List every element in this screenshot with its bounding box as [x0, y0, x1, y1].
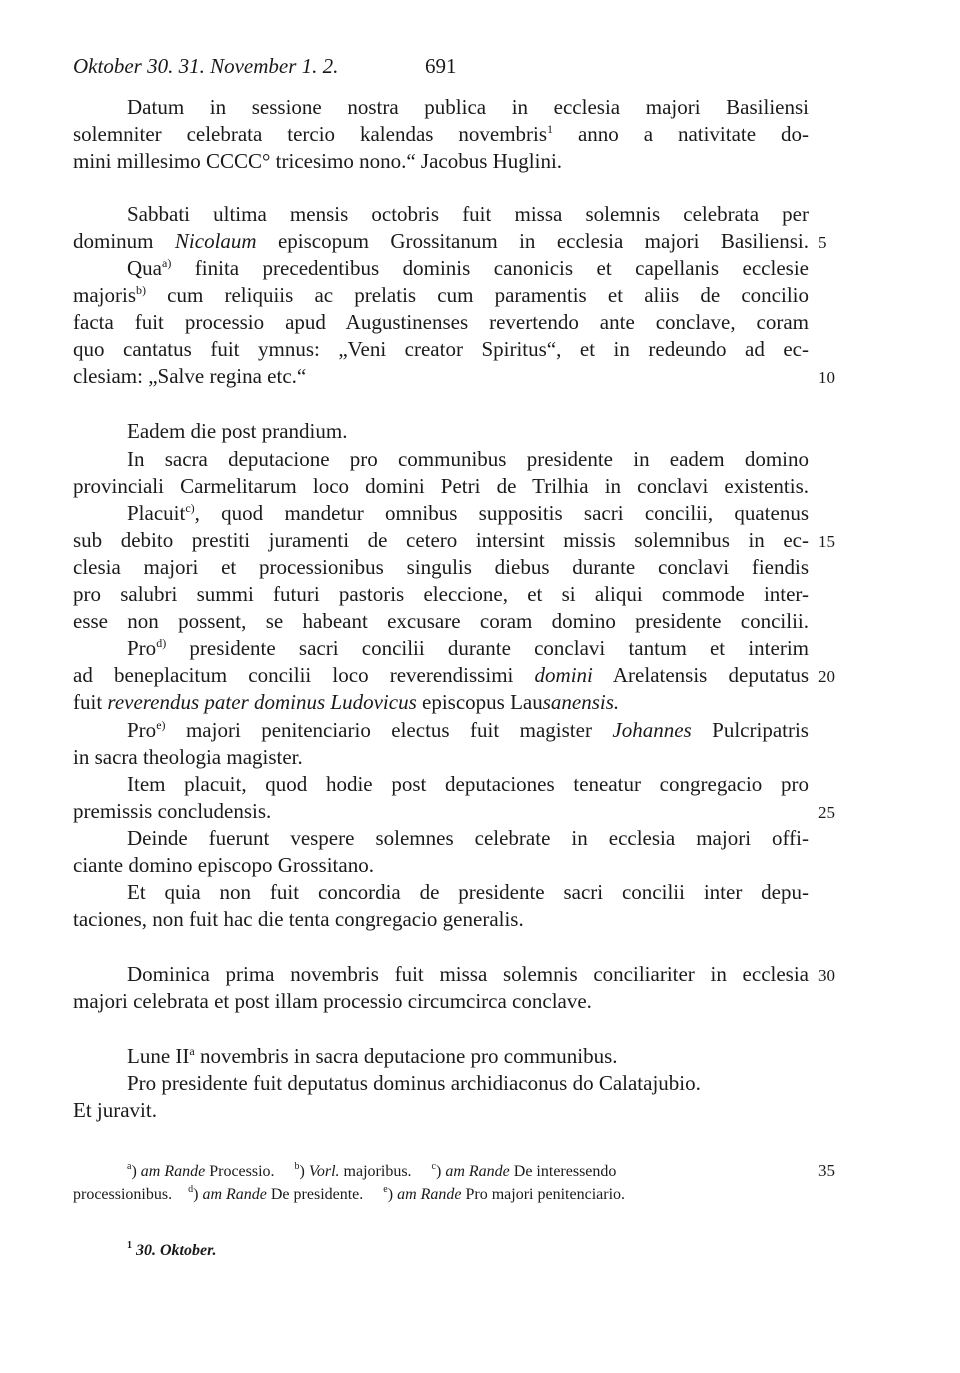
- text-line: dominum Nicolaum episcopum Grossitanum in ecclesia majori Basiliensi.: [73, 229, 809, 253]
- text-line: Et quia non fuit concordia de presidente sacri concilii inter depu-: [127, 880, 809, 904]
- text-line: Et juravit.: [73, 1098, 157, 1122]
- text-line: Dominica prima novembris fuit missa solemnis conciliariter in ecclesia: [127, 962, 809, 986]
- footnote-ref: b): [136, 283, 146, 297]
- footnote-ref: e): [156, 718, 166, 732]
- text-line: mini millesimo CCCC° tricesimo nono.“ Jacobus Huglini.: [73, 149, 563, 173]
- footnote-ref: d): [156, 636, 167, 650]
- text-line: ciante domino episcopo Grossitano.: [73, 853, 374, 877]
- text-line: clesiam: „Salve regina etc.“: [73, 364, 307, 388]
- footnote-mark: 1: [127, 1240, 132, 1251]
- text-line: in sacra theologia magister.: [73, 745, 303, 769]
- text-line: Pro$^{d)}$ presidente sacri concilii durante conclavi tantum et interim: [127, 636, 809, 660]
- margin-line-number: 5: [818, 233, 827, 252]
- text-line: In sacra deputacione pro communibus presidente in eadem domino: [127, 447, 809, 471]
- text-line: Qua$^{a)}$ finita precedentibus dominis canonicis et capellanis ecclesie: [127, 256, 809, 280]
- margin-line-number: 10: [818, 368, 835, 387]
- margin-line-number: 25: [818, 803, 835, 822]
- text-line: quo cantatus fuit ymnus: „Veni creator Spiritus“, et in redeundo ad ec-: [73, 337, 809, 361]
- text-line: Pro$^{e)}$ majori penitenciario electus fuit magister Johannes Pulcripatris: [127, 718, 809, 742]
- footnote-mark: c: [431, 1161, 436, 1172]
- text-line: solemniter celebrata tercio kalendas novembris$^1$ anno a nativitate do-: [73, 122, 809, 146]
- footnotes-line: processionibus. $^d$) am Rande De presidente. $^e$) am Rande Pro majori penitenciario.: [73, 1184, 626, 1203]
- running-header: [73, 54, 457, 79]
- footnote-ref: c): [185, 501, 195, 515]
- text-line: premissis concludensis.: [73, 799, 272, 823]
- text-line: clesia majori et processionibus singulis diebus durante conclavi fiendis: [73, 555, 809, 579]
- text-line: Datum in sessione nostra publica in ecclesia majori Basiliensi: [127, 95, 809, 119]
- text-line: Eadem die post prandium.: [127, 419, 348, 443]
- footnote-mark: b: [294, 1161, 300, 1172]
- text-line: esse non possent, se habeant excusare coram domino presidente concilii.: [73, 609, 809, 633]
- footnote-mark: d: [188, 1184, 194, 1195]
- footnote-mark: a: [127, 1161, 132, 1172]
- margin-line-number: 20: [818, 667, 835, 686]
- text-line: Sabbati ultima mensis octobris fuit missa solemnis celebrata per: [127, 202, 809, 226]
- text-line: fuit reverendus pater dominus Ludovicus episcopus Lausanensis.: [73, 690, 620, 714]
- footnote-numbered: $^1$ 30. Oktober.: [127, 1240, 217, 1259]
- footnotes-line: $^a$) am Rande Processio. $^b$) Vorl. majoribus. $^c$) am Rande De interessendo: [127, 1161, 617, 1180]
- text-line: sub debito prestiti juramenti de cetero intersint missis solemnibus in ec-: [73, 528, 809, 552]
- margin-line-number: 35: [818, 1161, 835, 1180]
- footnote-ref: a): [162, 256, 172, 270]
- text-line: pro salubri summi futuri pastoris eleccione, et si aliqui commode inter-: [73, 582, 809, 606]
- text-line: Lune $II^a$ novembris in sacra deputacione pro communibus.: [127, 1044, 618, 1068]
- text-line: facta fuit processio apud Augustinenses revertendo ante conclave, coram: [73, 310, 809, 334]
- text-line: Item placuit, quod hodie post deputaciones teneatur congregacio pro: [127, 772, 809, 796]
- page-number: 691: [425, 54, 457, 78]
- text-line: Placuit$^{c)}$, quod mandetur omnibus suppositis sacri concilii, quatenus: [127, 501, 809, 525]
- text-line: taciones, non fuit hac die tenta congregacio generalis.: [73, 907, 524, 931]
- margin-line-number: 15: [818, 532, 835, 551]
- text-line: Pro presidente fuit deputatus dominus archidiaconus do Calatajubio.: [127, 1071, 701, 1095]
- text-line: provinciali Carmelitarum loco domini Petri de Trilhia in conclavi existentis.: [73, 474, 809, 498]
- footnote-mark: e: [383, 1184, 388, 1195]
- footnote-ref: 1: [547, 122, 554, 136]
- running-title: Oktober 30. 31. November 1. 2.: [73, 54, 339, 78]
- margin-line-number: 30: [818, 966, 835, 985]
- text-line: ad beneplacitum concilii loco reverendissimi domini Arelatensis deputatus: [73, 663, 809, 687]
- text-line: majori celebrata et post illam processio circumcirca conclave.: [73, 989, 592, 1013]
- text-line: majoris$^{b)}$ cum reliquiis ac prelatis cum paramentis et aliis de concilio: [73, 283, 809, 307]
- text-line: Deinde fuerunt vespere solemnes celebrate in ecclesia majori offi-: [127, 826, 809, 850]
